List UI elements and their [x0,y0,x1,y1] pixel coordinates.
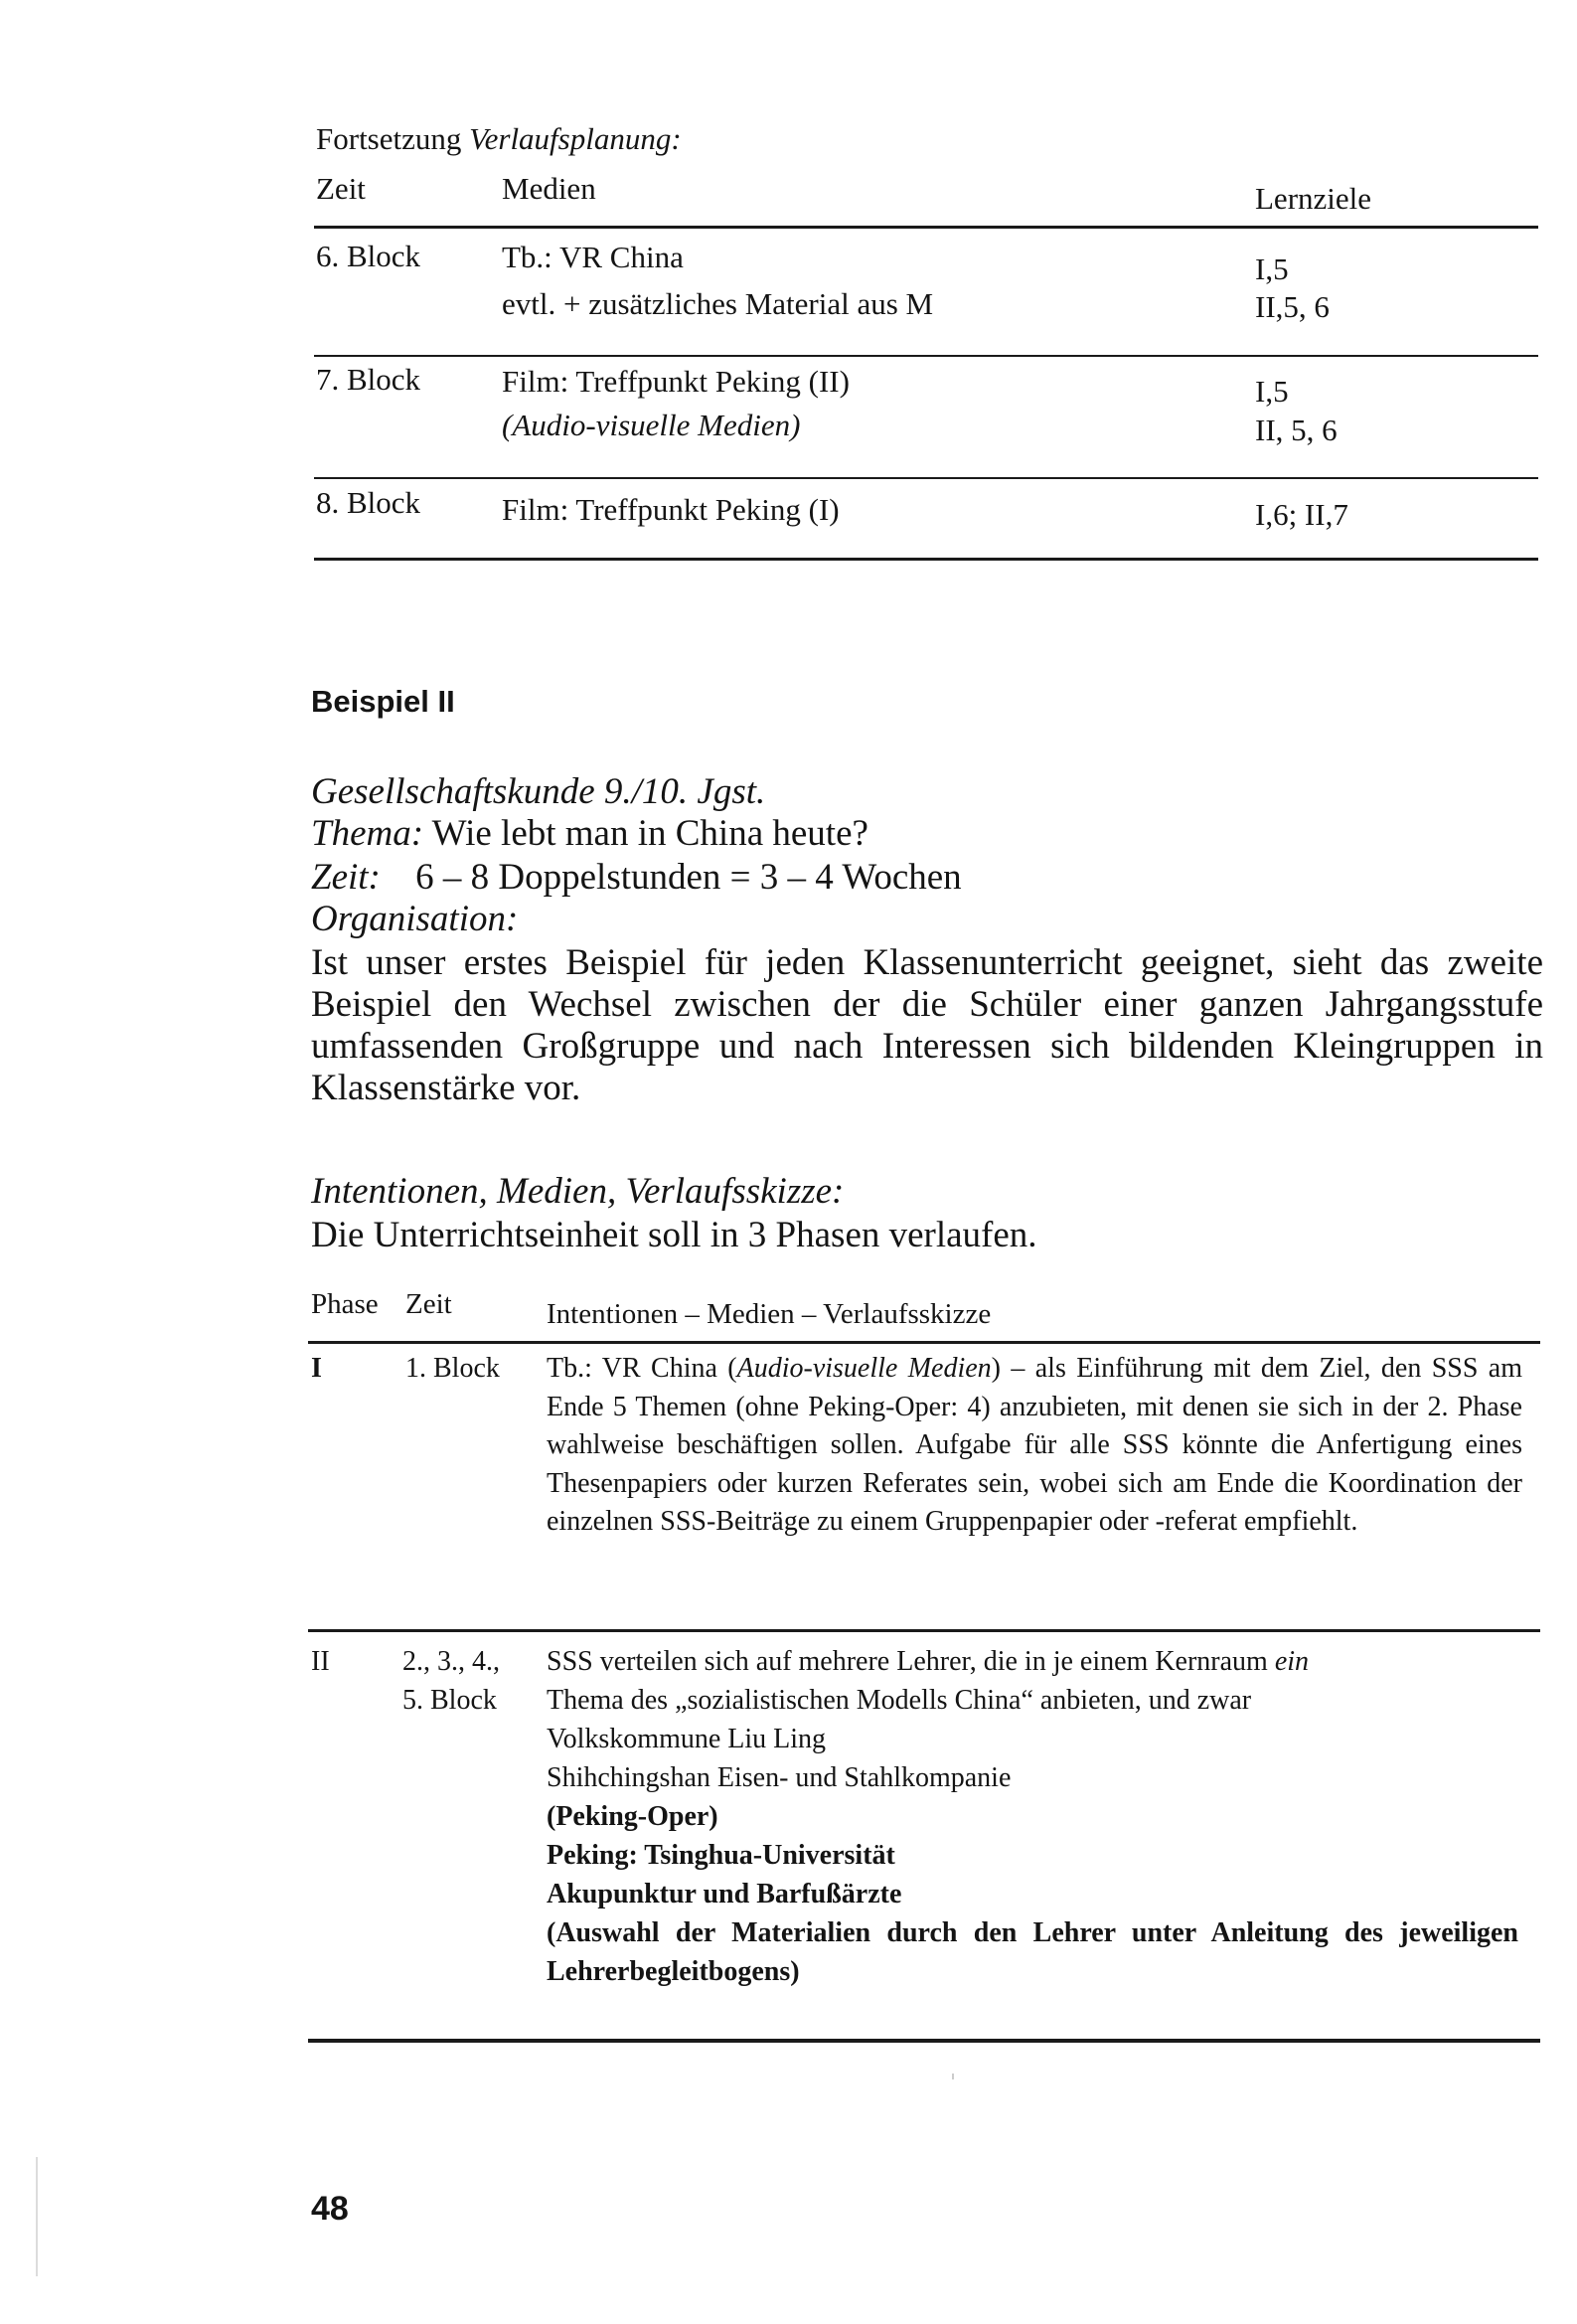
page-number: 48 [311,2190,349,2228]
table1-row6-rule [314,355,1538,357]
table2-row2-zeit-1: 2., 3., 4., [402,1646,500,1677]
table1-bottom-rule [314,558,1538,561]
example-thema [311,813,868,855]
table2-row2-topic: Shihchingshan Eisen- und Stahlkompanie [547,1762,1012,1793]
row1-intro-a: Tb.: VR China ( [547,1353,737,1384]
table1-row6-lernziele-2: II,5, 6 [1255,289,1330,324]
caption-prefix: Fortsetzung [316,121,462,156]
table2-header-inhalt: Intentionen – Medien – Verlaufsskizze [547,1298,992,1330]
table1-header-rule [314,226,1538,229]
table1-row6-medien-1: Tb.: VR China [502,240,684,274]
caption-title: Verlaufsplanung: [469,121,682,156]
table2-row2-topic: Peking: Tsinghua-Universität [547,1840,895,1871]
table2-header-rule [308,1341,1540,1344]
table1-row7-block: 7. Block [316,362,421,397]
table1-row6-medien-2: evtl. + zusätzliches Material aus M [502,286,934,321]
table2-row2-phase: II [311,1646,330,1677]
table2-header-zeit: Zeit [405,1288,452,1320]
intentionen-label: Intentionen, Medien, Verlaufsskizze: [311,1171,845,1212]
table1-row7-lernziele-1: I,5 [1255,374,1289,409]
table2-row2-topic: (Peking-Oper) [547,1801,718,1832]
table2-row2-note: (Auswahl der Materialien durch den Lehrer unter Anleitung des jeweiligen Lehrerbegleitbogens) [547,1917,1518,1987]
table1-row6-lernziele-1: I,5 [1255,251,1289,286]
scan-edge-mark [36,2157,38,2276]
row1-intro-b: ) – als Einführung mit dem Ziel, den SSS am Ende 5 Themen (ohne Peking-Oper: 4) anzubieten, mit denen sie sich in der 2. Phase wahlweise beschäftigen sollen. Aufgabe für alle SSS könnte die Anfertigung eines Thesenpapiers oder kurzen Referates sein, wobei sich am Ende die Koordination der einzelnen SSS-Beiträge zu einem Gruppenpapier oder -referat empfiehlt. [547,1353,1522,1537]
table2-row2-text-1 [547,1643,1309,1682]
thema-label: Thema: [311,813,424,854]
thema-value: Wie lebt man in China heute? [431,813,868,854]
row1-intro-italic: Audio-visuelle Medien [736,1353,992,1384]
table1-row6-block: 6. Block [316,239,421,273]
table2-row1-text [547,1350,1522,1542]
table2-row2-text-2: Thema des „sozialistischen Modells China“ anbieten, und zwar [547,1685,1252,1716]
table1-row7-medien-1: Film: Treffpunkt Peking (II) [502,364,850,399]
example-heading: Beispiel II [311,684,455,719]
table1-header-zeit: Zeit [316,171,366,206]
table1-caption [316,121,682,157]
table2-row1-phase: I [311,1353,322,1384]
example-zeit [311,857,962,899]
table1-row7-medien-2: (Audio-visuelle Medien) [502,408,801,442]
table2-header-phase: Phase [311,1288,379,1320]
table1-row7-rule [314,477,1538,479]
intentionen-text: Die Unterrichtseinheit soll in 3 Phasen verlaufen. [311,1215,1037,1255]
table1-header-lernziele: Lernziele [1255,181,1372,216]
table2-row1-zeit: 1. Block [405,1353,500,1384]
table1-row8-lernziele-1: I,6; II,7 [1255,497,1348,532]
scan-dot-mark [952,2074,954,2079]
zeit-label: Zeit: [311,857,381,898]
example-subject: Gesellschaftskunde 9./10. Jgst. [311,771,766,812]
organisation-label: Organisation: [311,899,519,939]
table1-row7-lernziele-2: II, 5, 6 [1255,413,1338,447]
table1-header-medien: Medien [502,171,596,206]
table2-bottom-rule [308,2039,1540,2043]
organisation-text: Ist unser erstes Beispiel für jeden Klassenunterricht geeignet, sieht das zweite Beispiel den Wechsel zwischen der die Schüler einer ganzen Jahrgangsstufe umfassenden Großgruppe und nach Interessen sich bildenden Kleingruppen in Klassenstärke vor. [311,942,1543,1108]
table2-row2-zeit-2: 5. Block [402,1685,497,1716]
row2-text-a: SSS verteilen sich auf mehrere Lehrer, die in je einem Kernraum [547,1646,1275,1677]
table2-row2-topic: Volkskommune Liu Ling [547,1724,827,1754]
table2-row1-rule [308,1629,1540,1632]
table1-row8-block: 8. Block [316,485,421,520]
table1-row8-medien-1: Film: Treffpunkt Peking (I) [502,492,840,527]
row2-text-italic: ein [1274,1646,1310,1677]
table2-row2-topic: Akupunktur und Barfußärzte [547,1879,902,1909]
zeit-value: 6 – 8 Doppelstunden = 3 – 4 Wochen [415,857,962,898]
